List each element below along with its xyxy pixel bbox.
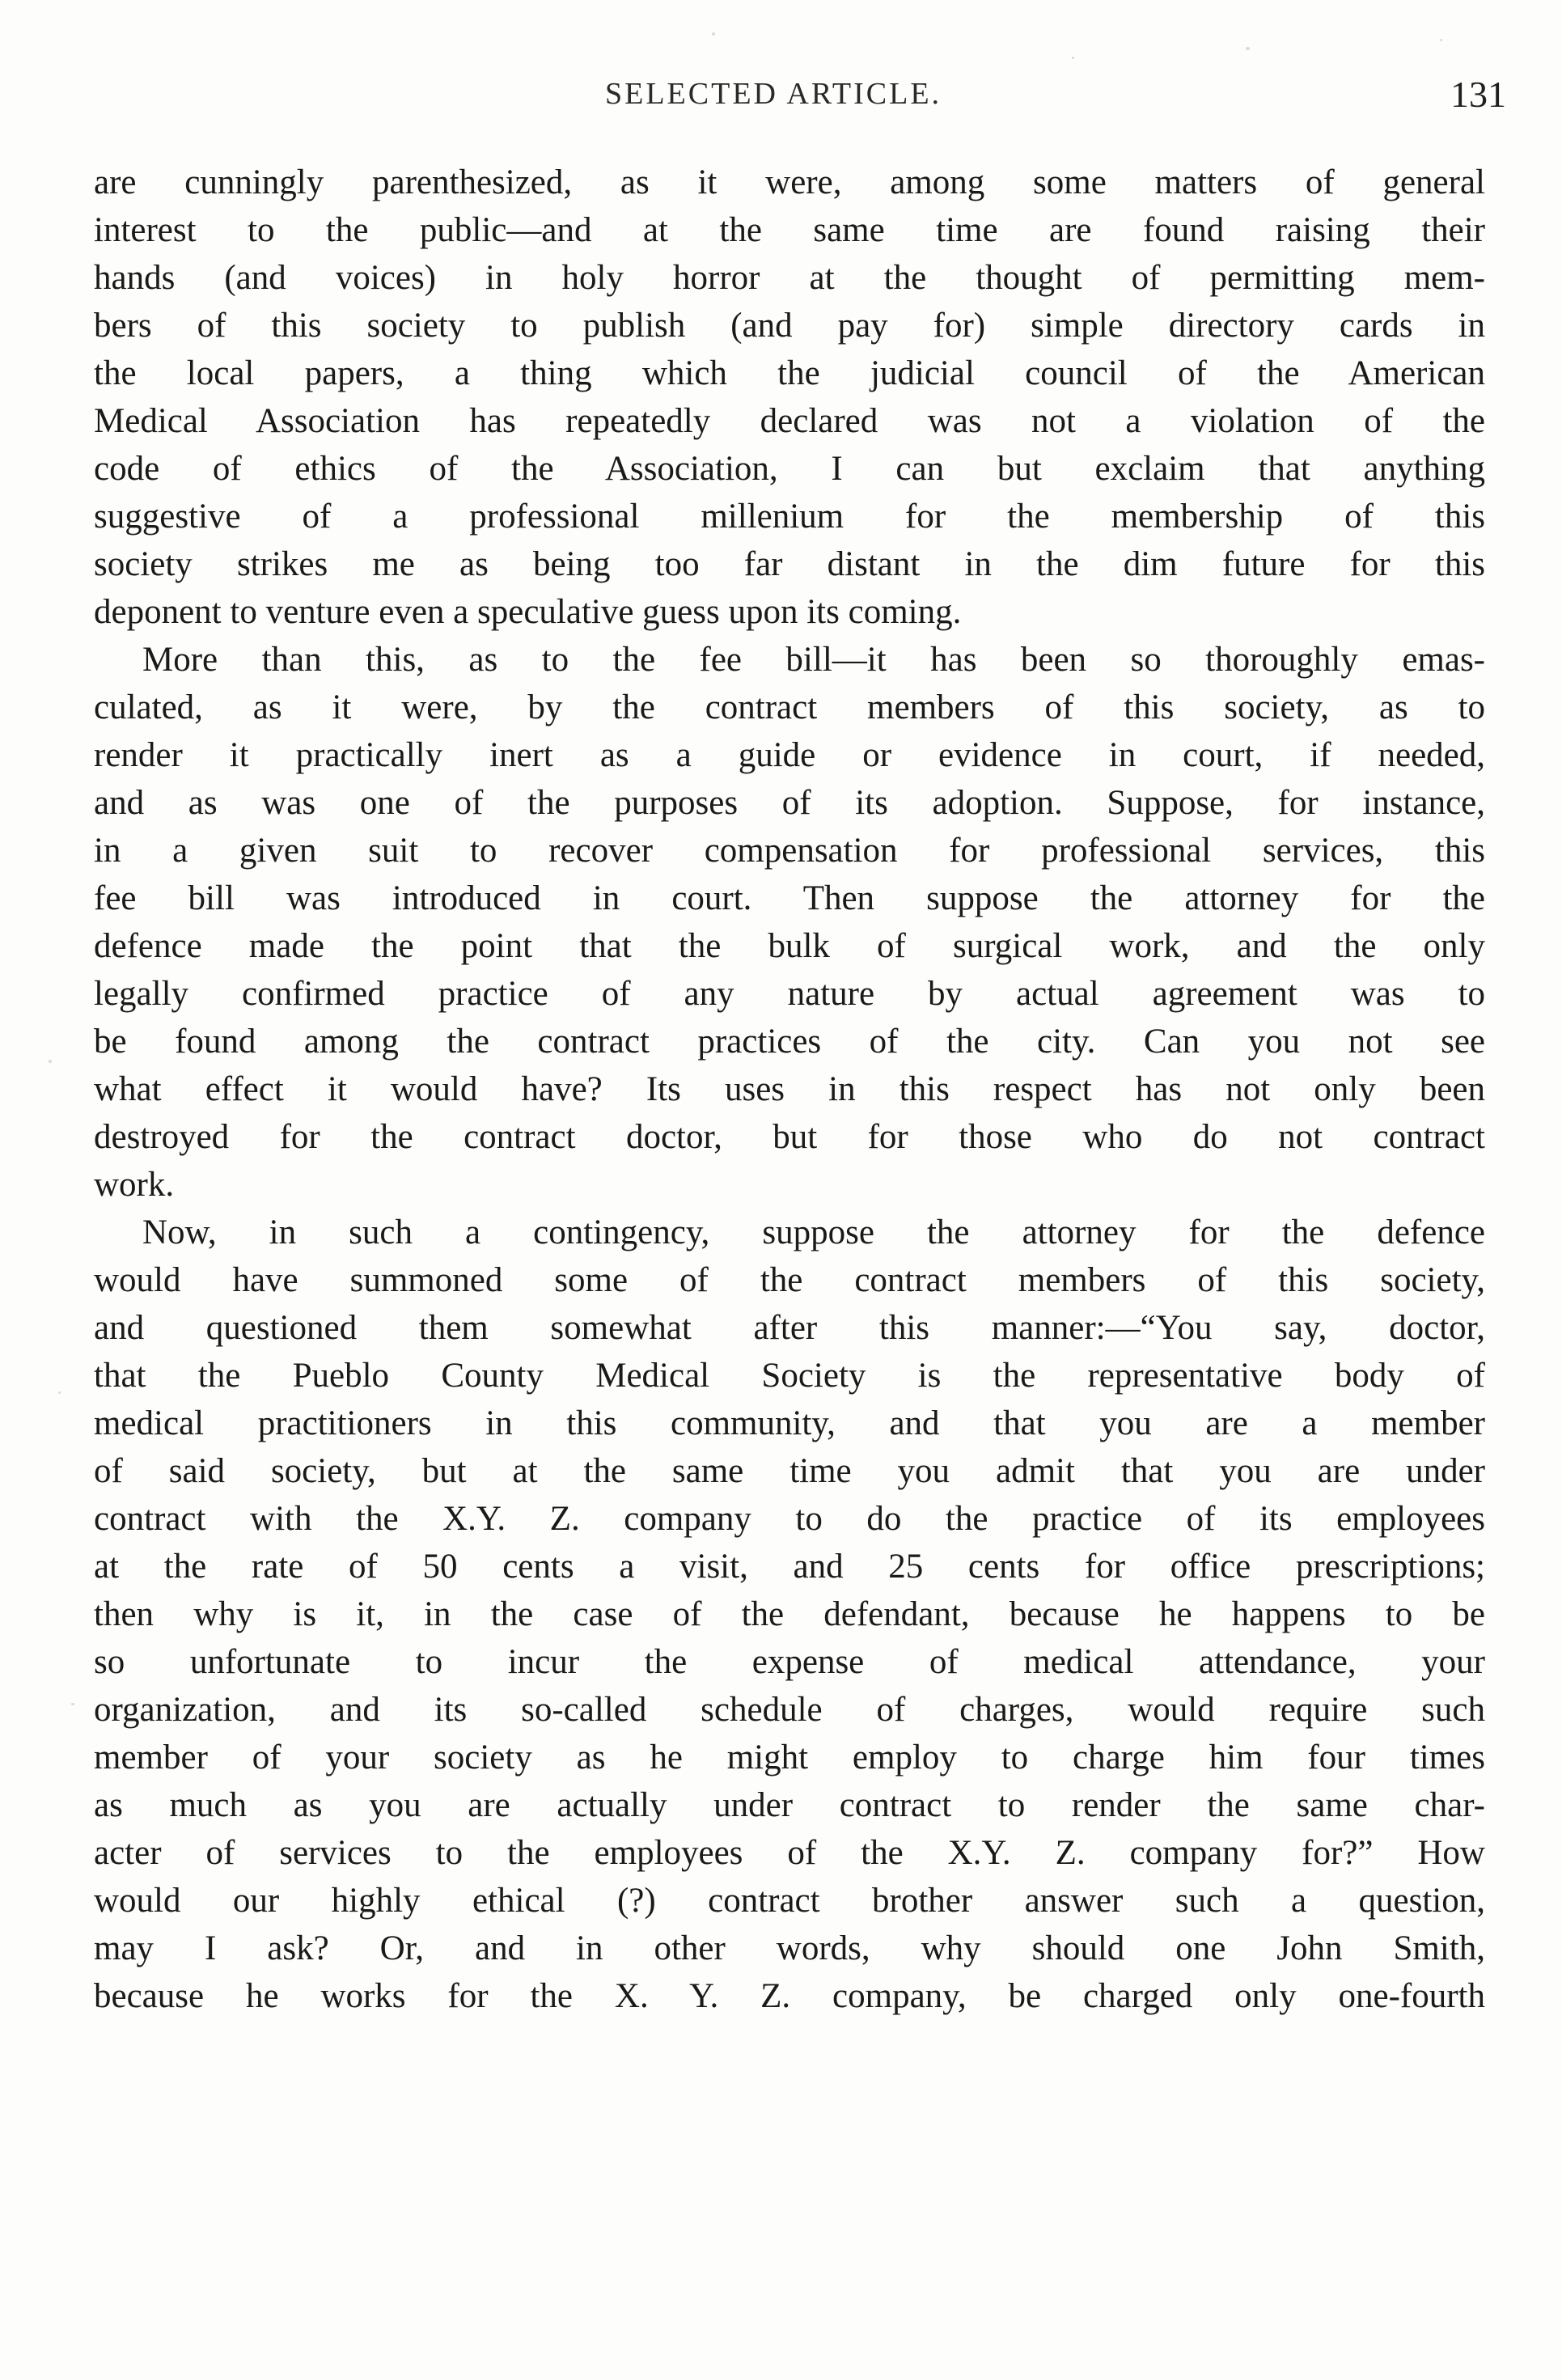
text-line: organization, and its so-called schedule of charges, would require such [94,1691,1485,1729]
text-line: legally confirmed practice of any nature by actual agreement was to [94,975,1485,1013]
text-line: so unfortunate to incur the expense of medical attendance, your [94,1643,1485,1681]
text-line: render it practically inert as a guide or evidence in court, if needed, [94,736,1485,774]
text-line: acter of services to the employees of the X.Y. Z. company for?” How [94,1834,1485,1872]
text-line: may I ask? Or, and in other words, why should one John Smith, [94,1929,1485,1967]
text-line: society strikes me as being too far distant in the dim future for this [94,545,1485,583]
text-line: code of ethics of the Association, I can but exclaim that anything [94,450,1485,488]
text-line: contract with the X.Y. Z. company to do the practice of its employees [94,1500,1485,1538]
text-line: in a given suit to recover compensation for professional services, this [94,832,1485,870]
text-line: fee bill was introduced in court. Then suppose the attorney for the [94,879,1485,917]
scan-speckle [1246,47,1250,50]
text-line: then why is it, in the case of the defendant, because he happens to be [94,1595,1485,1633]
running-title: SELECTED ARTICLE. [605,77,942,111]
text-line: would have summoned some of the contract members of this society, [94,1261,1485,1299]
text-line: defence made the point that the bulk of surgical work, and the only [94,927,1485,965]
text-line: are cunningly parenthesized, as it were, among some matters of general [94,163,1485,201]
text-line: at the rate of 50 cents a visit, and 25 cents for office prescriptions; [94,1548,1485,1586]
scan-speckle [71,1703,74,1705]
text-line: medical practitioners in this community, and that you are a member [94,1404,1485,1442]
text-line: and questioned them somewhat after this manner:—“You say, doctor, [94,1309,1485,1347]
text-line: interest to the public—and at the same time are found raising their [94,211,1485,249]
text-line: work. [94,1166,175,1204]
scan-speckle [1440,39,1442,41]
text-line: suggestive of a professional millenium for the membership of this [94,498,1485,536]
text-line: what effect it would have? Its uses in this respect has not only been [94,1070,1485,1108]
text-line: member of your society as he might employ to charge him four times [94,1738,1485,1777]
paragraph-start-line: More than this, as to the fee bill—it has been so thoroughly emas- [142,641,1485,679]
scan-speckle [712,32,715,36]
text-line: would our highly ethical (?) contract brother answer such a question, [94,1882,1485,1920]
page-number: 131 [1450,74,1506,115]
text-line: destroyed for the contract doctor, but for those who do not contract [94,1118,1485,1156]
paragraph-start-line: Now, in such a contingency, suppose the attorney for the defence [142,1213,1485,1251]
text-line: deponent to venture even a speculative guess upon its coming. [94,593,962,631]
scan-speckle [49,1060,52,1063]
text-line: the local papers, a thing which the judicial council of the American [94,354,1485,392]
scan-speckle [1072,57,1074,59]
text-line: hands (and voices) in holy horror at the thought of permitting mem- [94,259,1485,297]
text-line: that the Pueblo County Medical Society is the representative body of [94,1357,1485,1395]
running-header [0,76,1562,125]
scan-speckle [58,1391,61,1394]
text-line: Medical Association has repeatedly declared was not a violation of the [94,402,1485,440]
text-line: culated, as it were, by the contract members of this society, as to [94,688,1485,726]
text-line: because he works for the X. Y. Z. company, be charged only one-fourth [94,1977,1485,2015]
text-line: bers of this society to publish (and pay for) simple directory cards in [94,307,1485,345]
text-line: and as was one of the purposes of its adoption. Suppose, for instance, [94,784,1485,822]
text-line: as much as you are actually under contract to render the same char- [94,1786,1485,1824]
text-line: of said society, but at the same time you admit that you are under [94,1452,1485,1490]
text-line: be found among the contract practices of the city. Can you not see [94,1023,1485,1061]
article-body [0,159,1562,2020]
